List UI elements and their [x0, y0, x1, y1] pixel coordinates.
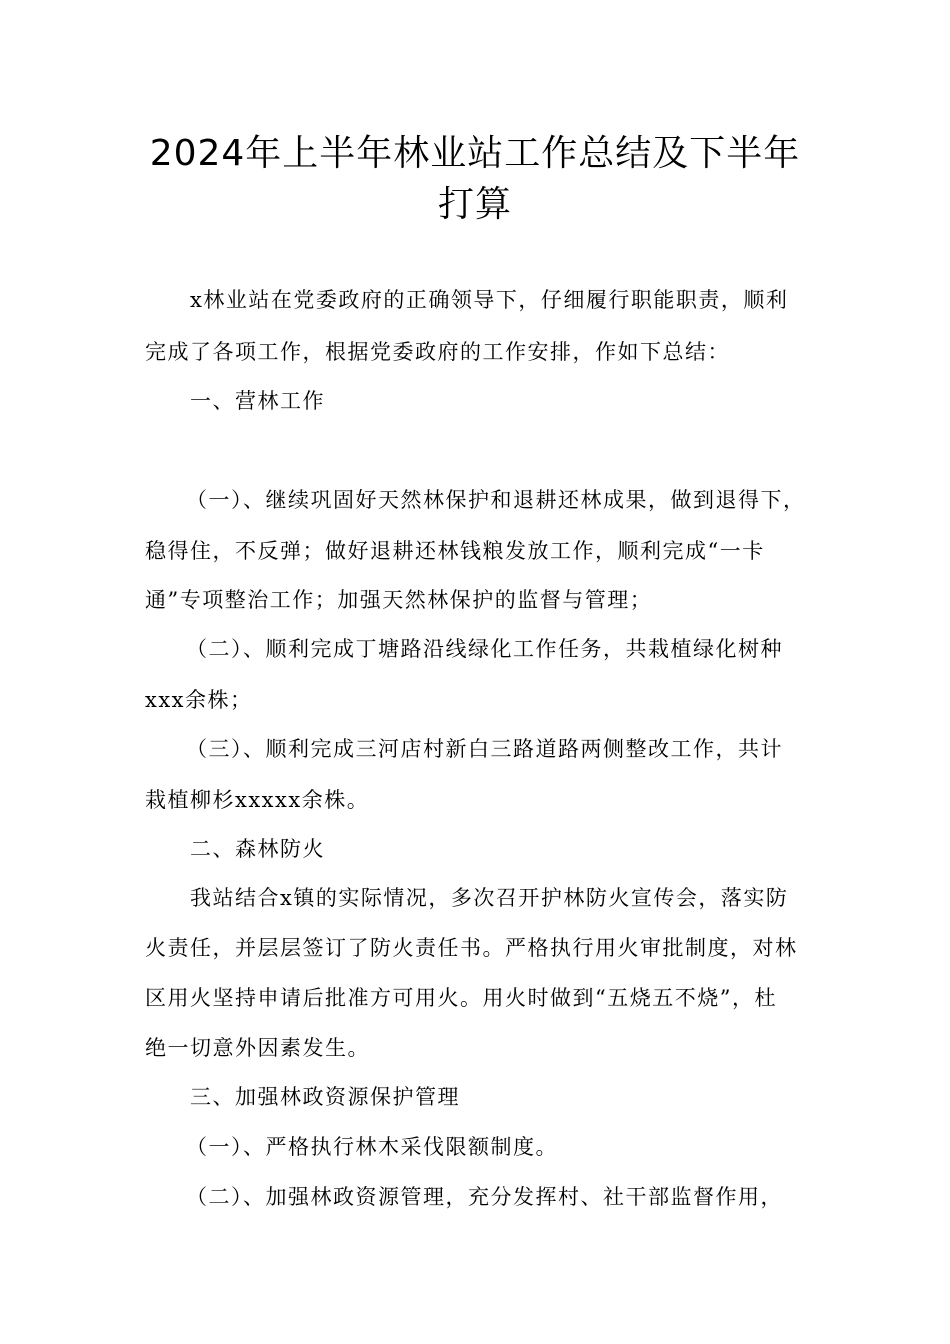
paragraph-line: 通”专项整治工作；加强天然林保护的监督与管理； [145, 588, 653, 612]
section-heading: 二、森林防火 [190, 837, 325, 861]
section-heading: 三、加强林政资源保护管理 [190, 1085, 460, 1109]
paragraph-line: 区用火坚持申请后批准方可用火。用火时做到“五烧五不烧”，杜 [145, 986, 777, 1010]
document-title-line-2: 打算 [437, 184, 512, 225]
paragraph-line: 绝一切意外因素发生。 [145, 1036, 370, 1060]
paragraph-line: 栽植柳杉xxxxx余株。 [145, 788, 370, 812]
paragraph-line: （二）、加强林政资源管理，充分发挥村、社干部监督作用， [186, 1185, 783, 1209]
paragraph-line: 完成了各项工作，根据党委政府的工作安排，作如下总结： [145, 340, 730, 364]
paragraph-line: x林业站在党委政府的正确领导下，仔细履行职能职责，顺利 [190, 288, 789, 312]
section-heading: 一、营林工作 [190, 389, 325, 413]
paragraph-line: 火责任，并层层签订了防火责任书。严格执行用火审批制度，对林 [145, 936, 798, 960]
paragraph-line: 稳得住，不反弹；做好退耕还林钱粮发放工作，顺利完成“一卡 [145, 539, 765, 563]
paragraph-line: （三）、顺利完成三河店村新白三路道路两侧整改工作，共计 [186, 737, 783, 761]
document-title-line-1: 2024年上半年林业站工作总结及下半年 [149, 133, 801, 174]
paragraph-line: （二）、顺利完成丁塘路沿线绿化工作任务，共栽植绿化树种 [186, 637, 783, 661]
paragraph-line: （一）、继续巩固好天然林保护和退耕还林成果，做到退得下， [186, 488, 806, 512]
paragraph-line: （一）、严格执行林木采伐限额制度。 [186, 1135, 558, 1159]
paragraph-line: xxx余株； [145, 688, 253, 712]
paragraph-line: 我站结合x镇的实际情况，多次召开护林防火宣传会，落实防 [190, 886, 789, 910]
